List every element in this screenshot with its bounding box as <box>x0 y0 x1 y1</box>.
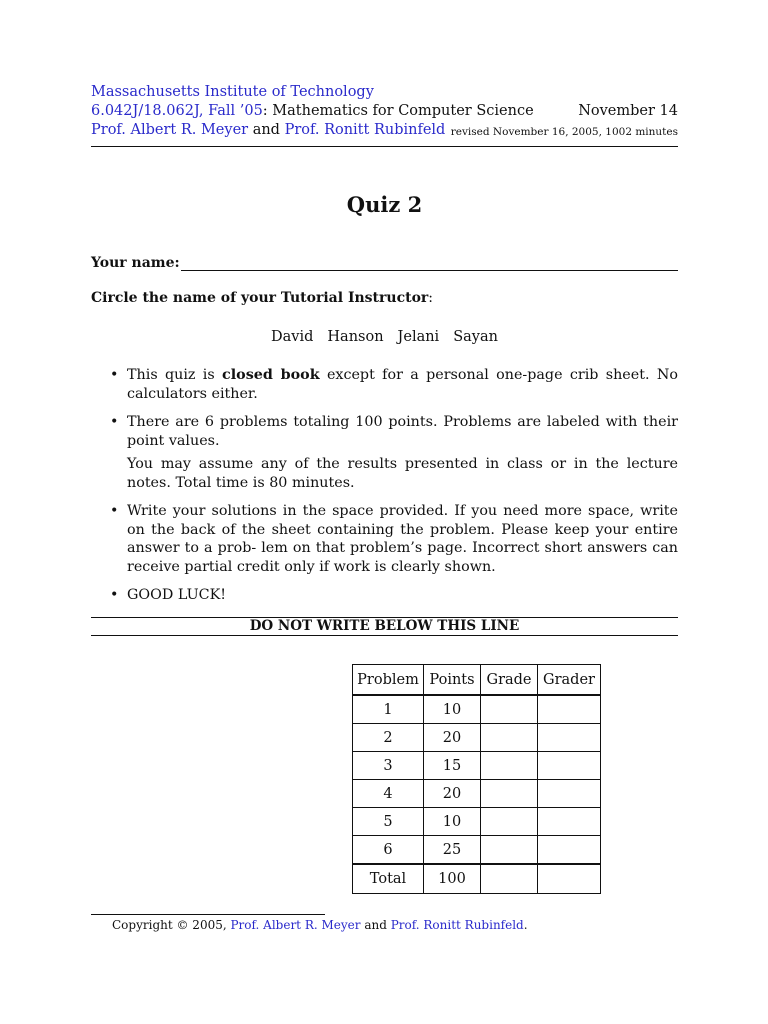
grade-cell[interactable] <box>481 836 538 864</box>
total-label-cell: Total <box>352 865 424 894</box>
name-field[interactable] <box>91 255 678 271</box>
grade-cell[interactable] <box>481 696 538 724</box>
column-header-problem: Problem <box>352 664 424 695</box>
problem-cell: 6 <box>352 836 424 864</box>
total-grade-cell[interactable] <box>481 865 538 894</box>
quiz-date: November 14 <box>578 103 678 119</box>
instructor-prompt-text: Circle the name of your Tutorial Instructor <box>91 290 429 306</box>
prof-meyer-link[interactable]: Prof. Albert R. Meyer <box>91 122 249 138</box>
footnote-and-text: and <box>360 918 391 932</box>
name-label: Your name: <box>91 255 180 271</box>
revision-note: revised November 16, 2005, 1002 minutes <box>450 126 678 138</box>
instructor-sayan[interactable]: Sayan <box>453 329 498 345</box>
instructions-list <box>91 366 678 615</box>
prof-rubinfeld-link[interactable]: Prof. Ronitt Rubinfeld <box>284 122 446 138</box>
quiz-page <box>91 0 678 1024</box>
and-text: and <box>248 122 285 138</box>
bullet-icon: • <box>110 503 119 519</box>
total-row <box>352 865 601 894</box>
course-title: : Mathematics for Computer Science <box>262 103 534 119</box>
problem-cell: 2 <box>352 724 424 752</box>
instruction-text: There are 6 problems totaling 100 points. Problems are labeled with their point values. <box>127 414 678 449</box>
grade-cell[interactable] <box>481 752 538 780</box>
total-grader-cell[interactable] <box>538 865 601 894</box>
problem-cell: 1 <box>352 696 424 724</box>
course-number-link[interactable]: 6.042J/18.062J, Fall ’05 <box>91 103 263 119</box>
name-blank-line[interactable] <box>181 256 678 271</box>
instructor-jelani[interactable]: Jelani <box>397 329 440 345</box>
problem-cell: 3 <box>352 752 424 780</box>
instructor-david[interactable]: David <box>271 329 314 345</box>
table-row <box>352 808 601 836</box>
total-points-cell: 100 <box>424 865 481 894</box>
institute-name: Massachusetts Institute of Technology <box>91 84 374 100</box>
table-row <box>352 752 601 780</box>
header-rule <box>91 146 678 147</box>
professors-line <box>91 121 678 140</box>
points-cell: 10 <box>424 696 481 724</box>
problem-cell: 5 <box>352 808 424 836</box>
grade-cell[interactable] <box>481 808 538 836</box>
footnote-prof-rubinfeld-link[interactable]: Prof. Ronitt Rubinfeld <box>390 918 524 932</box>
grader-cell[interactable] <box>538 696 601 724</box>
bullet-icon: • <box>110 414 119 430</box>
instruction-item <box>91 366 678 403</box>
course-line <box>91 102 678 121</box>
table-header-row <box>352 664 601 695</box>
table-row <box>352 696 601 724</box>
copyright-footnote <box>112 918 528 932</box>
grade-cell[interactable] <box>481 780 538 808</box>
instruction-text: Write your solutions in the space provided. If you need more space, write on the back of the sheet containing the problem. Please keep your entire answer to a prob- lem on that problem’s page. Incorrect short answers can receive partial credit only if work is clearly shown. <box>127 503 678 575</box>
points-cell: 10 <box>424 808 481 836</box>
bullet-icon: • <box>110 367 119 383</box>
instructor-names <box>91 329 678 345</box>
instruction-text: This quiz is <box>127 367 223 383</box>
problem-cell: 4 <box>352 780 424 808</box>
points-cell: 15 <box>424 752 481 780</box>
instructor-hanson[interactable]: Hanson <box>327 329 384 345</box>
do-not-write-heading: DO NOT WRITE BELOW THIS LINE <box>249 618 520 634</box>
footnote-period: . <box>523 918 528 932</box>
instruction-text: You may assume any of the results presented in class or in the lecture notes. Total time is 80 minutes. <box>127 456 678 491</box>
points-cell: 25 <box>424 836 481 864</box>
do-not-write-bottom-rule <box>91 635 678 636</box>
grader-cell[interactable] <box>538 724 601 752</box>
grader-cell[interactable] <box>538 808 601 836</box>
grader-cell[interactable] <box>538 752 601 780</box>
instruction-text: GOOD LUCK! <box>127 587 226 603</box>
copyright-text: Copyright © 2005, <box>112 918 231 932</box>
grade-table <box>352 664 601 894</box>
instruction-item <box>91 502 678 576</box>
points-cell: 20 <box>424 780 481 808</box>
instruction-emphasis: closed book <box>222 367 320 383</box>
table-row <box>352 780 601 808</box>
grade-cell[interactable] <box>481 724 538 752</box>
bullet-icon: • <box>110 587 119 603</box>
instructor-prompt <box>91 290 433 306</box>
footnote-rule <box>91 914 325 915</box>
grader-cell[interactable] <box>538 780 601 808</box>
page-title: Quiz 2 <box>346 192 423 217</box>
footnote-prof-meyer-link[interactable]: Prof. Albert R. Meyer <box>230 918 361 932</box>
column-header-grader: Grader <box>538 664 601 695</box>
instruction-item <box>91 413 678 492</box>
points-cell: 20 <box>424 724 481 752</box>
table-row <box>352 836 601 864</box>
column-header-points: Points <box>424 664 481 695</box>
instruction-text: except for a personal one-page crib sheet. No calculators either. <box>127 367 678 402</box>
instruction-item <box>91 586 678 605</box>
instructor-prompt-colon: : <box>428 290 433 306</box>
table-row <box>352 724 601 752</box>
column-header-grade: Grade <box>481 664 538 695</box>
grader-cell[interactable] <box>538 836 601 864</box>
